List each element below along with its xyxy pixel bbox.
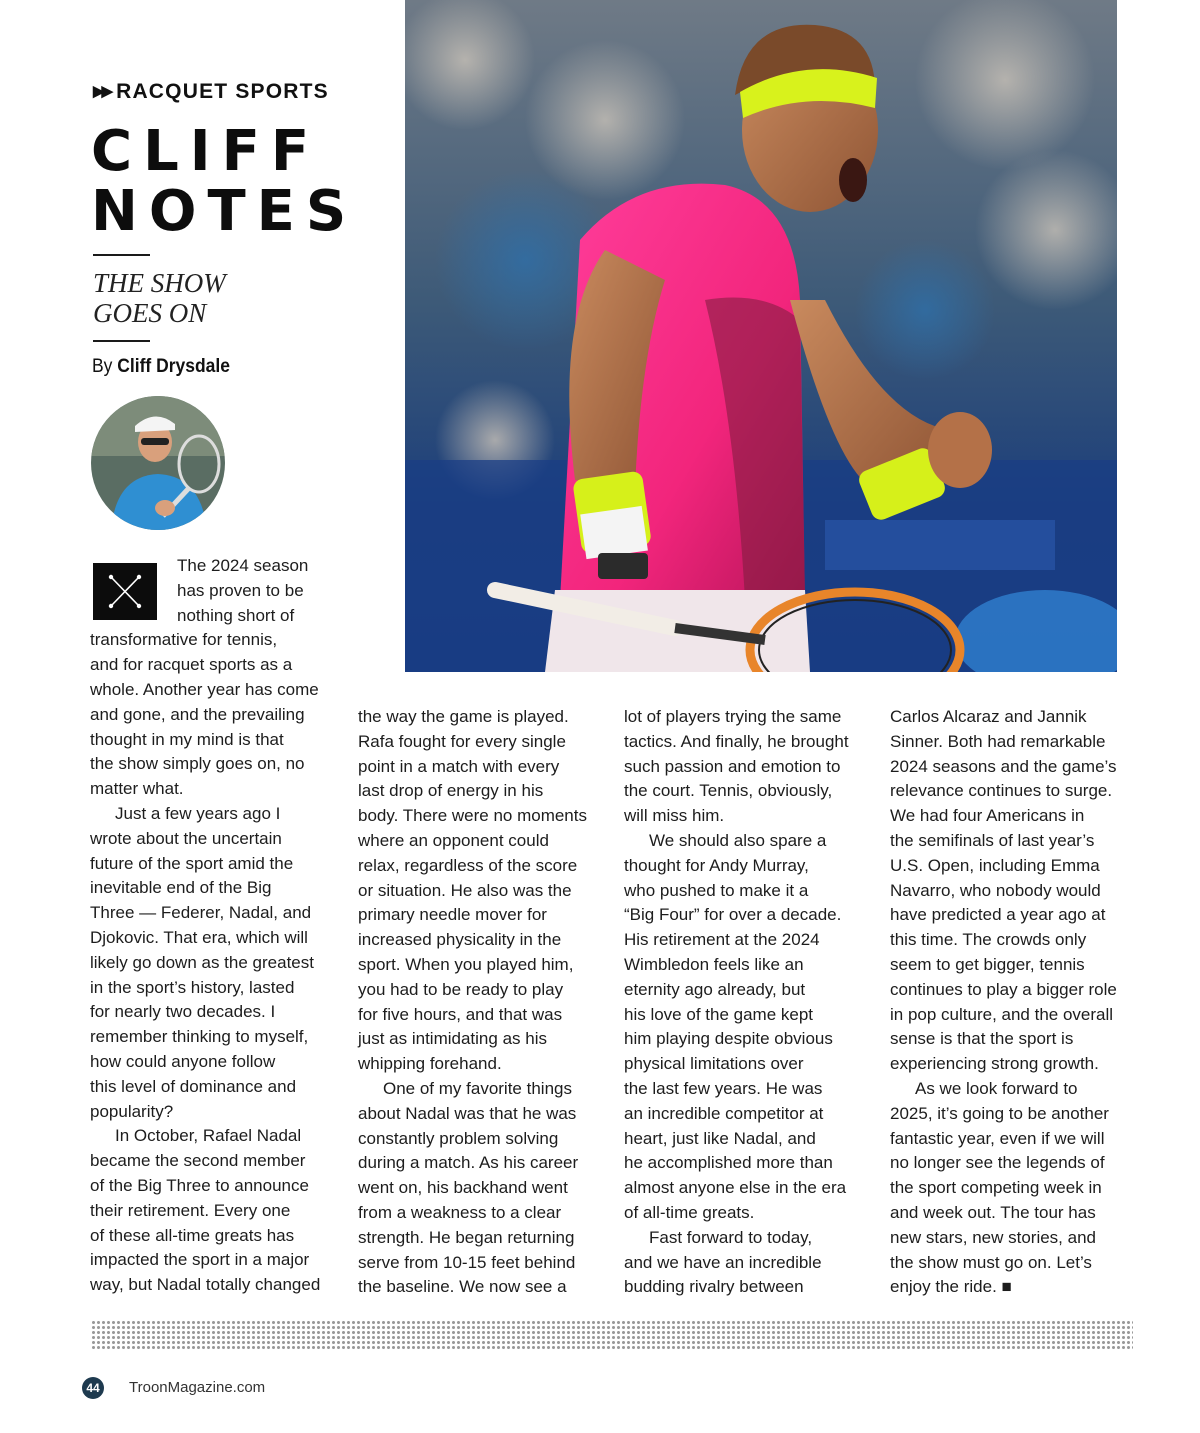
text-line: him playing despite obvious (624, 1029, 833, 1049)
text-line: fantastic year, even if we will (890, 1128, 1105, 1148)
text-line: Carlos Alcaraz and Jannik (890, 707, 1087, 726)
text-line: will miss him. (624, 806, 725, 826)
text-line: went on, his backhand went (358, 1178, 568, 1198)
text-line: in pop culture, and the overall (890, 1004, 1114, 1024)
text-line: likely go down as the greatest (90, 952, 314, 972)
text-line: physical limitations over (624, 1054, 804, 1074)
text-line: nothing short of (177, 605, 295, 625)
text-line: of all-time greats. (624, 1202, 755, 1222)
text-line: matter what. (90, 779, 184, 799)
text-line: their retirement. Every one (90, 1200, 291, 1220)
text-line: point in a match with every (358, 756, 560, 776)
text-line: no longer see the legends of (890, 1153, 1105, 1173)
section-label-text: RACQUET SPORTS (116, 80, 329, 103)
text-line: constantly problem solving (358, 1128, 559, 1148)
byline-prefix: By (92, 356, 113, 377)
text-line: or situation. He also was the (358, 880, 572, 900)
text-line: impacted the sport in a major (90, 1250, 310, 1270)
text-line: and week out. The tour has (890, 1202, 1096, 1222)
text-line: thought in my mind is that (90, 729, 284, 749)
text-line: his love of the game kept (624, 1004, 814, 1024)
decorative-dot-pattern-band (91, 1320, 1133, 1350)
text-line: the court. Tennis, obviously, (624, 781, 833, 801)
text-line: continues to play a bigger role (890, 979, 1117, 999)
text-line: The 2024 season (177, 556, 309, 575)
text-line: body. There were no moments (358, 806, 587, 826)
article-column-1 (90, 628, 320, 1298)
divider-rule-top (93, 254, 150, 256)
text-line: how could anyone follow (90, 1051, 276, 1071)
divider-rule-bottom (93, 340, 150, 342)
text-line: tactics. And finally, he brought (624, 731, 849, 751)
text-line: wrote about the uncertain (90, 828, 282, 848)
text-line: lot of players trying the same (624, 707, 842, 726)
text-line: future of the sport amid the (90, 853, 294, 873)
subhead-line-2: GOES ON (93, 298, 207, 328)
text-line: just as intimidating as his (358, 1029, 547, 1049)
text-line: primary needle mover for (358, 905, 547, 925)
article-column-1-lead (177, 554, 308, 628)
subhead-line-1: THE SHOW (93, 268, 226, 298)
text-line: Wimbledon feels like an (624, 954, 804, 974)
text-line: and gone, and the prevailing (90, 704, 305, 724)
text-line: last drop of energy in his (358, 781, 544, 801)
text-line: budding rivalry between (624, 1277, 804, 1297)
text-line: for nearly two decades. I (90, 1002, 276, 1022)
section-label (93, 80, 329, 104)
text-line: enjoy the ride. ■ (890, 1277, 1012, 1297)
hero-photo-tennis-player (405, 0, 1117, 672)
text-line: of these all-time greats has (90, 1225, 295, 1245)
page-number-badge: 44 (82, 1377, 104, 1399)
text-line: strength. He began returning (358, 1227, 575, 1247)
text-line: One of my favorite things (383, 1078, 572, 1098)
text-line: sense is that the sport is (890, 1029, 1074, 1049)
text-line: the baseline. We now see a (358, 1277, 567, 1297)
headline (91, 119, 358, 244)
text-line: As we look forward to (915, 1078, 1078, 1098)
article-column-3 (624, 705, 849, 1300)
text-line: where an opponent could (358, 830, 549, 850)
text-line: His retirement at the 2024 (624, 930, 820, 950)
author-headshot (91, 396, 225, 530)
text-line: thought for Andy Murray, (624, 855, 809, 875)
text-line: you had to be ready to play (358, 979, 564, 999)
article-column-2 (358, 705, 587, 1300)
text-line: U.S. Open, including Emma (890, 855, 1100, 875)
headline-line-2: NOTES (91, 179, 358, 244)
text-line: the show must go on. Let’s (890, 1252, 1092, 1272)
text-line: eternity ago already, but (624, 979, 806, 999)
text-line: the way the game is played. (358, 707, 569, 726)
text-line: We had four Americans in (890, 806, 1085, 826)
text-line: Sinner. Both had remarkable (890, 731, 1106, 751)
text-line: in the sport’s history, lasted (90, 977, 295, 997)
text-line: 2025, it’s going to be another (890, 1103, 1109, 1123)
text-line: he accomplished more than (624, 1153, 833, 1173)
text-line: this time. The crowds only (890, 930, 1087, 950)
text-line: “Big Four” for over a decade. (624, 905, 842, 925)
text-line: has proven to be (177, 580, 304, 600)
text-line: such passion and emotion to (624, 756, 841, 776)
text-line: Fast forward to today, (649, 1227, 813, 1247)
text-line: Just a few years ago I (115, 803, 281, 823)
text-line: whipping forehand. (358, 1054, 502, 1074)
text-line: from a weakness to a clear (358, 1202, 562, 1222)
text-line: the last few years. He was (624, 1078, 823, 1098)
text-line: have predicted a year ago at (890, 905, 1106, 925)
text-line: during a match. As his career (358, 1153, 579, 1173)
text-line: Rafa fought for every single (358, 731, 566, 751)
text-line: almost anyone else in the era (624, 1178, 847, 1198)
text-line: new stars, new stories, and (890, 1227, 1096, 1247)
text-line: Three — Federer, Nadal, and (90, 903, 312, 923)
dropcap-crossed-racquets-icon (93, 563, 157, 620)
text-line: inevitable end of the Big (90, 878, 272, 898)
text-line: way, but Nadal totally changed (90, 1275, 321, 1295)
text-line: remember thinking to myself, (90, 1027, 309, 1047)
text-line: whole. Another year has come (90, 679, 319, 699)
byline (92, 356, 230, 378)
text-line: an incredible competitor at (624, 1103, 824, 1123)
text-line: serve from 10-15 feet behind (358, 1252, 576, 1272)
text-line: popularity? (90, 1101, 174, 1121)
text-line: the semifinals of last year’s (890, 830, 1095, 850)
text-line: sport. When you played him, (358, 954, 574, 974)
text-line: about Nadal was that he was (358, 1103, 577, 1123)
text-line: relax, regardless of the score (358, 855, 578, 875)
text-line: relevance continues to surge. (890, 781, 1113, 801)
text-line: experiencing strong growth. (890, 1054, 1099, 1074)
text-line: 2024 seasons and the game’s (890, 756, 1117, 776)
text-line: became the second member (90, 1151, 306, 1171)
headline-line-1: CLIFF (91, 119, 321, 184)
double-arrow-icon: ▶▶ (93, 83, 111, 100)
byline-author: Cliff Drysdale (117, 356, 230, 377)
text-line: heart, just like Nadal, and (624, 1128, 816, 1148)
text-line: of the Big Three to announce (90, 1175, 309, 1195)
text-line: Navarro, who nobody would (890, 880, 1101, 900)
text-line: the show simply goes on, no (90, 754, 305, 774)
article-column-4 (890, 705, 1117, 1300)
text-line: for five hours, and that was (358, 1004, 563, 1024)
site-url: TroonMagazine.com (129, 1379, 266, 1396)
text-line: the sport competing week in (890, 1178, 1102, 1198)
text-line: seem to get bigger, tennis (890, 954, 1085, 974)
text-line: increased physicality in the (358, 930, 562, 950)
text-line: Djokovic. That era, which will (90, 927, 308, 947)
text-line: and for racquet sports as a (90, 655, 293, 675)
subhead (93, 268, 226, 328)
text-line: who pushed to make it a (624, 880, 809, 900)
text-line: transformative for tennis, (90, 630, 278, 650)
text-line: In October, Rafael Nadal (115, 1126, 302, 1146)
text-line: this level of dominance and (90, 1076, 297, 1096)
text-line: and we have an incredible (624, 1252, 822, 1272)
text-line: We should also spare a (649, 830, 827, 850)
